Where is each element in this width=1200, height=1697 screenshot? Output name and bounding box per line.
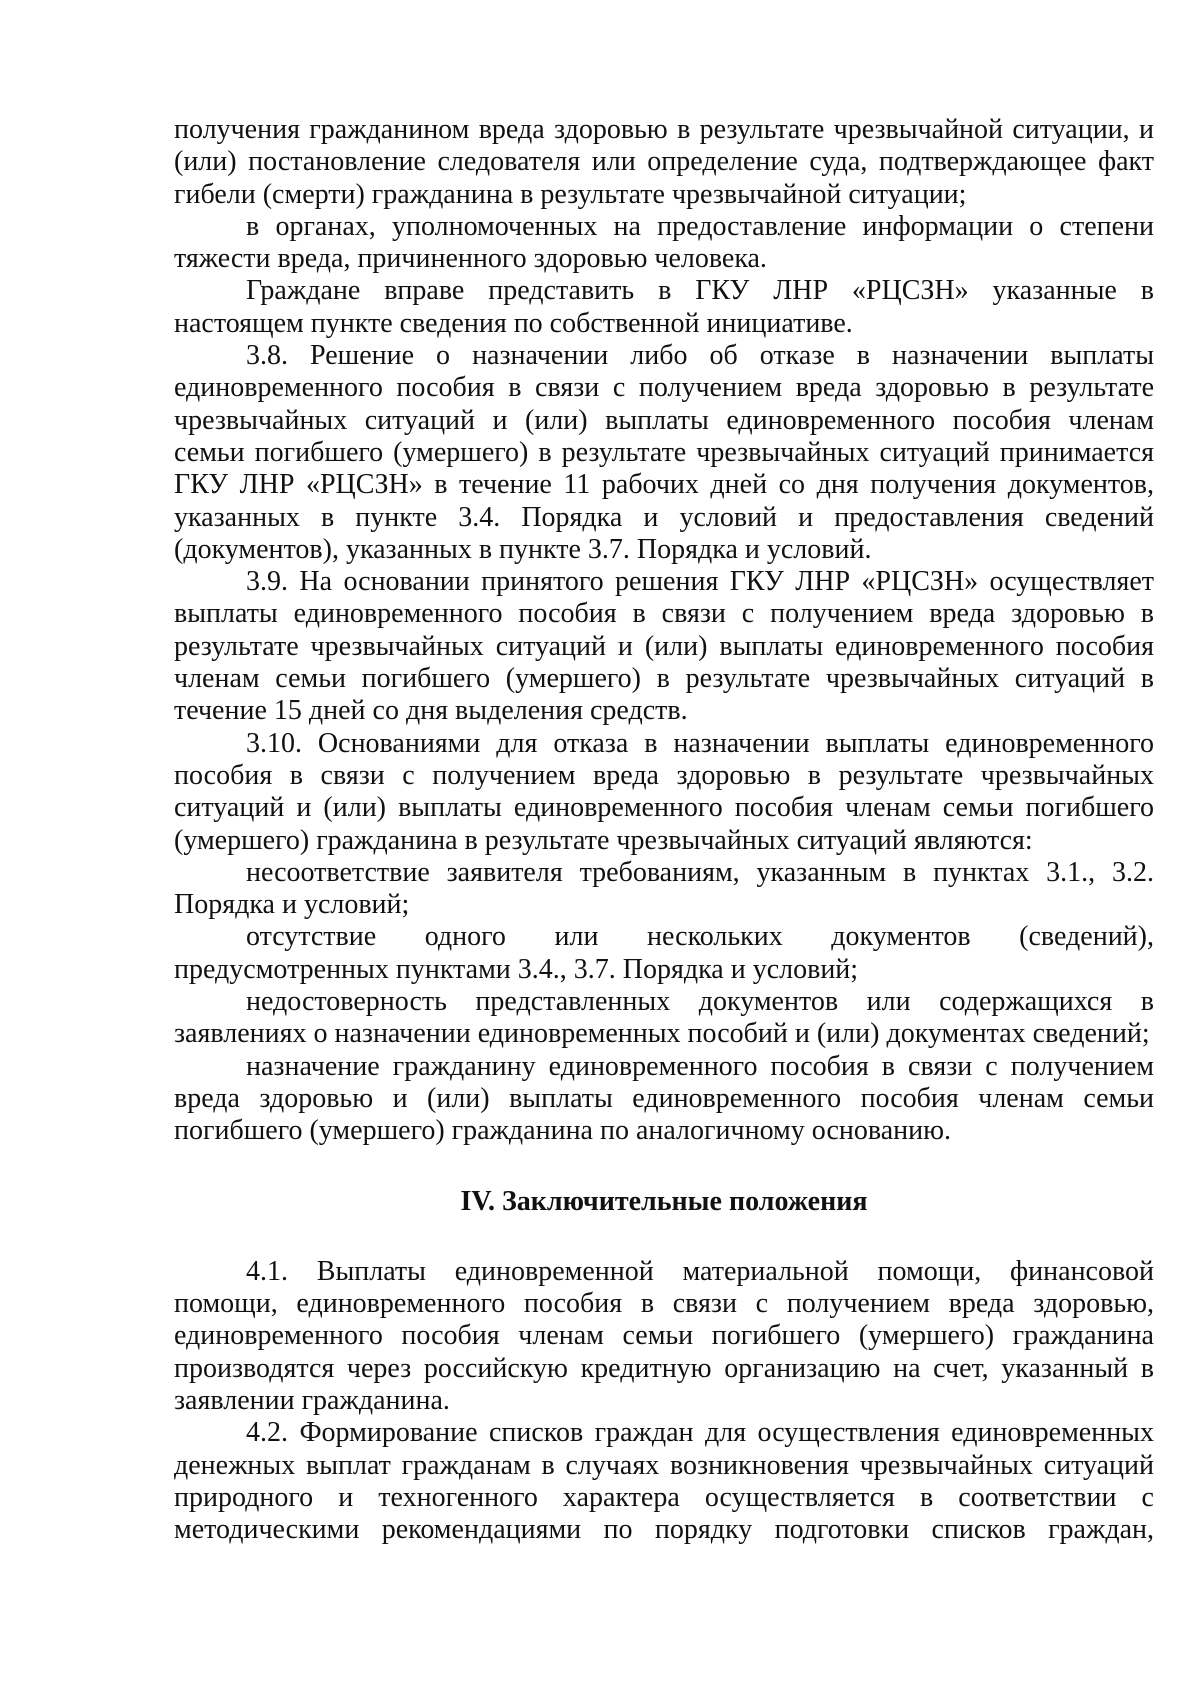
section-heading: IV. Заключительные положения	[460, 1185, 868, 1217]
paragraph-severity-authorities: в органах, уполномоченных на предоставление информации о степени тяжести вреда, причиненного здоровью человека.	[174, 210, 1154, 275]
paragraph-refusal-reason-1: несоответствие заявителя требованиям, указанным в пунктах 3.1., 3.2. Порядка и условий;	[174, 856, 1154, 921]
paragraph-4-1: 4.1. Выплаты единовременной материальной помощи, финансовой помощи, единовременного пособия в связи с получением вреда здоровью, единовременного пособия членам семьи погибшего (умершего) гражданина производятся через российскую кредитную организацию на счет, указанный в заявлении гражданина.	[174, 1255, 1154, 1416]
document-page	[174, 114, 1154, 1546]
paragraph-refusal-reason-4: назначение гражданину единовременного пособия в связи с получением вреда здоровью и (или) выплаты единовременного пособия членам семьи погибшего (умершего) гражданина по аналогичному основанию.	[174, 1050, 1154, 1147]
paragraph-own-initiative: Граждане вправе представить в ГКУ ЛНР «РЦСЗН» указанные в настоящем пункте сведения по собственной инициативе.	[174, 275, 1154, 339]
paragraph-4-2: 4.2. Формирование списков граждан для осуществления единовременных денежных выплат гражданам в случаях возникновения чрезвычайных ситуаций природного и техногенного характера осуществляется в соответствии с методическими рекомендациями по порядку подготовки списков граждан,	[174, 1417, 1154, 1546]
paragraph-refusal-reason-3: недостоверность представленных документов или содержащихся в заявлениях о назначении единовременных пособий и (или) документах сведений;	[174, 986, 1154, 1050]
paragraph-3-10: 3.10. Основаниями для отказа в назначении выплаты единовременного пособия в связи с получением вреда здоровью в результате чрезвычайных ситуаций и (или) выплаты единовременного пособия членам семьи погибшего (умершего) гражданина в результате чрезвычайных ситуаций являются:	[174, 727, 1154, 856]
paragraph-3-9: 3.9. На основании принятого решения ГКУ ЛНР «РЦСЗН» осуществляет выплаты единовременного пособия в связи с получением вреда здоровью в результате чрезвычайных ситуаций и (или) выплаты единовременного пособия членам семьи погибшего (умершего) в результате чрезвычайных ситуаций в течение 15 дней со дня выделения средств.	[174, 566, 1154, 727]
paragraph-damage-confirmation: получения гражданином вреда здоровью в результате чрезвычайной ситуации, и (или) постановление следователя или определение суда, подтверждающее факт гибели (смерти) гражданина в результате чрезвычайной ситуации;	[174, 114, 1154, 210]
paragraph-refusal-reason-2: отсутствие одного или нескольких документов (сведений), предусмотренных пунктами 3.4., 3.7. Порядка и условий;	[174, 921, 1154, 985]
paragraph-3-8: 3.8. Решение о назначении либо об отказе в назначении выплаты единовременного пособия в связи с получением вреда здоровью в результате чрезвычайных ситуаций и (или) выплаты единовременного пособия членам семьи погибшего (умершего) в результате чрезвычайных ситуаций принимается ГКУ ЛНР «РЦСЗН» в течение 11 рабочих дней со дня получения документов, указанных в пункте 3.4. Порядка и условий и предоставления сведений (документов), указанных в пункте 3.7. Порядка и условий.	[174, 340, 1154, 565]
